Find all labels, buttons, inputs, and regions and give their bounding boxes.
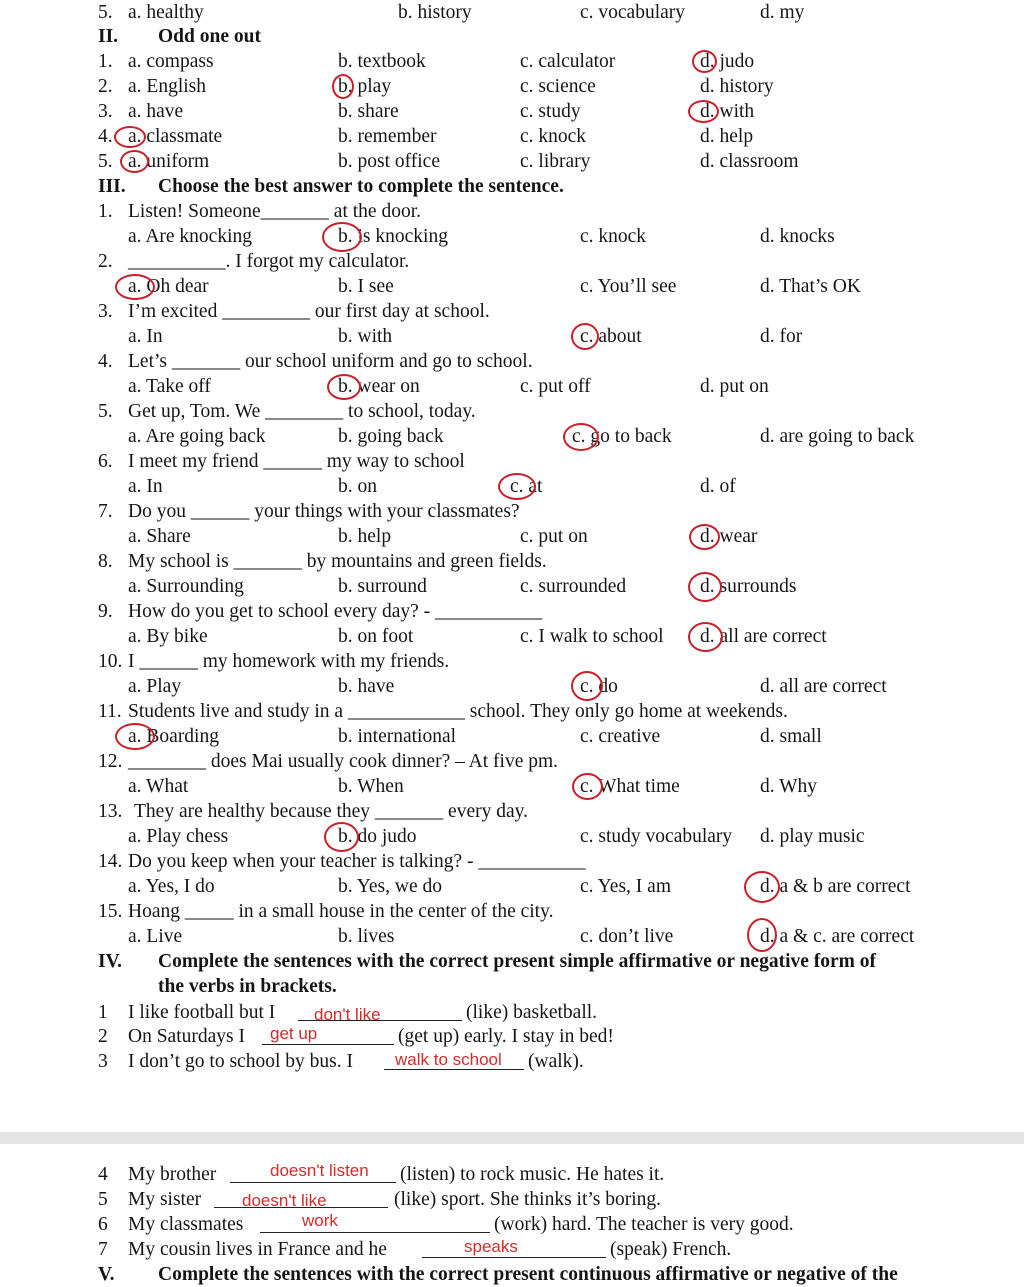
sentence-start: My cousin lives in France and he	[128, 1239, 387, 1260]
option-b: b. wear on	[338, 376, 420, 397]
question-row	[0, 249, 1024, 274]
question-row	[0, 349, 1024, 374]
option-b: b. is knocking	[338, 226, 448, 247]
odd-one-out-row	[0, 49, 1024, 74]
option-c: c. You’ll see	[580, 276, 677, 297]
option-d: d. help	[700, 126, 754, 147]
options-row	[0, 824, 1024, 849]
sentence-end: (work) hard. The teacher is very good.	[494, 1214, 794, 1235]
option-a: a. Share	[128, 526, 191, 547]
option-a: a. Play	[128, 676, 182, 697]
sentence-end: (speak) French.	[610, 1239, 732, 1260]
handwritten-answer: don't like	[314, 1005, 381, 1024]
option-d: d. a & b are correct	[760, 876, 911, 897]
sentence-start: My sister	[128, 1189, 202, 1210]
question-text: __________. I forgot my calculator.	[128, 251, 410, 272]
handwritten-answer: doesn't like	[242, 1191, 327, 1210]
option-c: c. library	[520, 151, 591, 172]
option-c: c. Yes, I am	[580, 876, 671, 897]
option-a: a. Are going back	[128, 426, 266, 447]
option-b: b. Yes, we do	[338, 876, 443, 897]
section-title: Odd one out	[158, 26, 261, 47]
question-text: I’m excited _________ our first day at school.	[128, 301, 490, 322]
question-number: 12.	[98, 751, 123, 772]
section-heading	[0, 24, 1024, 49]
option-c: c. calculator	[520, 51, 616, 72]
question-text: Hoang _____ in a small house in the center of the city.	[128, 901, 554, 922]
option-c: c. knock	[520, 126, 587, 147]
page-separator	[0, 1132, 1024, 1144]
option-c: c. about	[580, 326, 642, 347]
handwritten-answer: work	[302, 1211, 338, 1230]
option-a: a. By bike	[128, 626, 208, 647]
sentence-start: My brother	[128, 1164, 217, 1185]
option-d: d. a & c. are correct	[760, 926, 915, 947]
handwritten-answer: get up	[270, 1024, 318, 1043]
question-number: 7.	[98, 501, 113, 522]
question-text: ________ does Mai usually cook dinner? – At five pm.	[128, 751, 559, 772]
question-number: 6	[98, 1214, 108, 1235]
question-text: Students live and study in a ____________ school. They only go home at weekends.	[128, 701, 788, 722]
question-number: 1	[98, 1002, 108, 1023]
question-row	[0, 199, 1024, 224]
question-number: 2	[98, 1026, 108, 1047]
option-b: b. post office	[338, 151, 440, 172]
options-row	[0, 874, 1024, 899]
question-number: 2.	[98, 251, 113, 272]
answer-blank	[260, 1232, 490, 1233]
option-c: c. put off	[520, 376, 591, 397]
option-c: c. at	[510, 476, 543, 497]
question-row	[0, 749, 1024, 774]
option-b: b. lives	[338, 926, 395, 947]
option-d: d. history	[700, 76, 774, 97]
sentence-end: (walk).	[528, 1051, 584, 1072]
question-number: 7	[98, 1239, 108, 1260]
option-d: d. with	[700, 101, 755, 122]
question-row	[0, 299, 1024, 324]
option-c: c. go to back	[572, 426, 672, 447]
option-d: d. all are correct	[760, 676, 887, 697]
option-c: c. knock	[580, 226, 647, 247]
option-a: a. classmate	[128, 126, 223, 147]
option-c: c. do	[580, 676, 618, 697]
sentence-start: On Saturdays I	[128, 1026, 245, 1047]
section-heading-continued	[0, 974, 1024, 999]
fill-in-row	[0, 1024, 1024, 1049]
section-number: III.	[98, 176, 126, 197]
option-a: a. healthy	[128, 2, 204, 23]
option-c: c. vocabulary	[580, 2, 686, 23]
option-c: c. I walk to school	[520, 626, 664, 647]
option-a: a. Boarding	[128, 726, 219, 747]
question-number: 1.	[98, 51, 113, 72]
option-d: d. wear	[700, 526, 758, 547]
option-a: a. Are knocking	[128, 226, 253, 247]
option-c: c. creative	[580, 726, 661, 747]
question-number: 4.	[98, 351, 113, 372]
option-c: c. science	[520, 76, 596, 97]
option-b: b. play	[338, 76, 392, 97]
options-row	[0, 224, 1024, 249]
question-text: Do you keep when your teacher is talking? - ___________	[128, 851, 586, 872]
option-b: b. I see	[338, 276, 394, 297]
odd-one-out-row	[0, 149, 1024, 174]
options-row	[0, 724, 1024, 749]
question-number: 1.	[98, 201, 113, 222]
option-a: a. Yes, I do	[128, 876, 215, 897]
option-d: d. for	[760, 326, 803, 347]
section-heading	[0, 1262, 1024, 1287]
options-row	[0, 774, 1024, 799]
sentence-start: I like football but I	[128, 1002, 276, 1023]
question-number: 5.	[98, 2, 113, 23]
option-d: d. play music	[760, 826, 865, 847]
question-text: My school is _______ by mountains and green fields.	[128, 551, 547, 572]
option-d: d. of	[700, 476, 736, 497]
option-d: d. classroom	[700, 151, 799, 172]
option-a: a. have	[128, 101, 184, 122]
option-a: a. In	[128, 326, 163, 347]
question-text: Let’s _______ our school uniform and go to school.	[128, 351, 533, 372]
question-row	[0, 399, 1024, 424]
question-number: 13.	[98, 801, 123, 822]
options-row	[0, 274, 1024, 299]
options-row	[0, 924, 1024, 949]
question-number: 10.	[98, 651, 123, 672]
question-row	[0, 799, 1024, 824]
question-row	[0, 549, 1024, 574]
option-d: d. Why	[760, 776, 818, 797]
question-text: Get up, Tom. We ________ to school, today.	[128, 401, 476, 422]
section-number: V.	[98, 1264, 115, 1285]
question-number: 5	[98, 1189, 108, 1210]
question-number: 8.	[98, 551, 113, 572]
option-d: d. judo	[700, 51, 755, 72]
option-a: a. What	[128, 776, 189, 797]
option-d: d. small	[760, 726, 822, 747]
worksheet-page-2	[0, 1144, 1024, 1285]
handwritten-answer: speaks	[464, 1237, 518, 1256]
question-number: 4	[98, 1164, 108, 1185]
options-row	[0, 674, 1024, 699]
odd-one-out-row	[0, 124, 1024, 149]
question-number: 11.	[98, 701, 122, 722]
question-row	[0, 499, 1024, 524]
sentence-end: (get up) early. I stay in bed!	[398, 1026, 614, 1047]
option-a: a. Oh dear	[128, 276, 209, 297]
option-d: d. That’s OK	[760, 276, 861, 297]
option-b: b. going back	[338, 426, 444, 447]
option-b: b. share	[338, 101, 399, 122]
fill-in-row	[0, 1237, 1024, 1262]
option-b: b. remember	[338, 126, 437, 147]
sentence-end: (listen) to rock music. He hates it.	[400, 1164, 665, 1185]
option-b: b. international	[338, 726, 457, 747]
option-b: b. on	[338, 476, 377, 497]
option-b: b. have	[338, 676, 395, 697]
question-text: I ______ my homework with my friends.	[128, 651, 450, 672]
sentence-start: I don’t go to school by bus. I	[128, 1051, 353, 1072]
option-a: a. Take off	[128, 376, 211, 397]
handwritten-answer: walk to school	[395, 1050, 502, 1069]
option-b: b. with	[338, 326, 393, 347]
option-b: b. textbook	[338, 51, 426, 72]
section-heading	[0, 949, 1024, 974]
question-number: 5.	[98, 401, 113, 422]
option-b: b. When	[338, 776, 404, 797]
sentence-end: (like) basketball.	[466, 1002, 598, 1023]
option-a: a. compass	[128, 51, 214, 72]
fill-in-row	[0, 1187, 1024, 1212]
option-b: b. on foot	[338, 626, 414, 647]
option-d: d. put on	[700, 376, 769, 397]
option-b: b. help	[338, 526, 392, 547]
question-row	[0, 449, 1024, 474]
option-b: b. history	[398, 2, 472, 23]
section-title-line-2: the verbs in brackets.	[158, 976, 337, 997]
options-row	[0, 474, 1024, 499]
section-number: II.	[98, 26, 119, 47]
question-number: 4.	[98, 126, 113, 147]
options-row	[0, 624, 1024, 649]
handwritten-answer: doesn't listen	[270, 1161, 369, 1180]
question-row	[0, 899, 1024, 924]
section-number: IV.	[98, 951, 123, 972]
options-row	[0, 324, 1024, 349]
option-a: a. Play chess	[128, 826, 229, 847]
options-row	[0, 374, 1024, 399]
question-number: 5.	[98, 151, 113, 172]
section-title: Complete the sentences with the correct present simple affirmative or negative form of	[158, 951, 877, 972]
odd-one-out-row	[0, 74, 1024, 99]
question-text: Listen! Someone_______ at the door.	[128, 201, 421, 222]
section-heading	[0, 174, 1024, 199]
question-text: How do you get to school every day? - ___________	[128, 601, 543, 622]
option-a: a. Surrounding	[128, 576, 244, 597]
option-b: b. surround	[338, 576, 427, 597]
sentence-end: (like) sport. She thinks it’s boring.	[394, 1189, 662, 1210]
option-c: c. study	[520, 101, 581, 122]
option-c: c. What time	[580, 776, 680, 797]
question-number: 6.	[98, 451, 113, 472]
option-c: c. study vocabulary	[580, 826, 733, 847]
option-d: d. are going to back	[760, 426, 915, 447]
question-row	[0, 849, 1024, 874]
fill-in-row	[0, 1049, 1024, 1074]
option-d: d. knocks	[760, 226, 835, 247]
section-title: Choose the best answer to complete the sentence.	[158, 176, 564, 197]
options-row	[0, 424, 1024, 449]
fill-in-row	[0, 1000, 1024, 1025]
question-row	[0, 649, 1024, 674]
question-number: 15.	[98, 901, 123, 922]
option-d: d. surrounds	[700, 576, 797, 597]
question-text: Do you ______ your things with your classmates?	[128, 501, 520, 522]
option-d: d. all are correct	[700, 626, 827, 647]
section-title: Complete the sentences with the correct present continuous affirmative or negative of the	[158, 1264, 898, 1285]
fill-in-row	[0, 1162, 1024, 1187]
question-row	[0, 599, 1024, 624]
option-a: a. Live	[128, 926, 183, 947]
question-number: 3	[98, 1051, 108, 1072]
question-text: I meet my friend ______ my way to school	[128, 451, 465, 472]
option-c: c. don’t live	[580, 926, 674, 947]
question-number: 2.	[98, 76, 113, 97]
option-c: c. surrounded	[520, 576, 627, 597]
odd-one-out-row	[0, 99, 1024, 124]
question-number: 9.	[98, 601, 113, 622]
question-text: They are healthy because they _______ every day.	[134, 801, 528, 822]
option-a: a. In	[128, 476, 163, 497]
question-row	[0, 699, 1024, 724]
question-number: 3.	[98, 301, 113, 322]
option-c: c. put on	[520, 526, 588, 547]
option-a: a. uniform	[128, 151, 210, 172]
options-row	[0, 524, 1024, 549]
option-d: d. my	[760, 2, 805, 23]
option-a: a. English	[128, 76, 206, 97]
question-number: 3.	[98, 101, 113, 122]
sentence-start: My classmates	[128, 1214, 244, 1235]
question-number: 14.	[98, 851, 123, 872]
options-row	[0, 574, 1024, 599]
top-question-row	[0, 0, 1024, 25]
option-b: b. do judo	[338, 826, 417, 847]
